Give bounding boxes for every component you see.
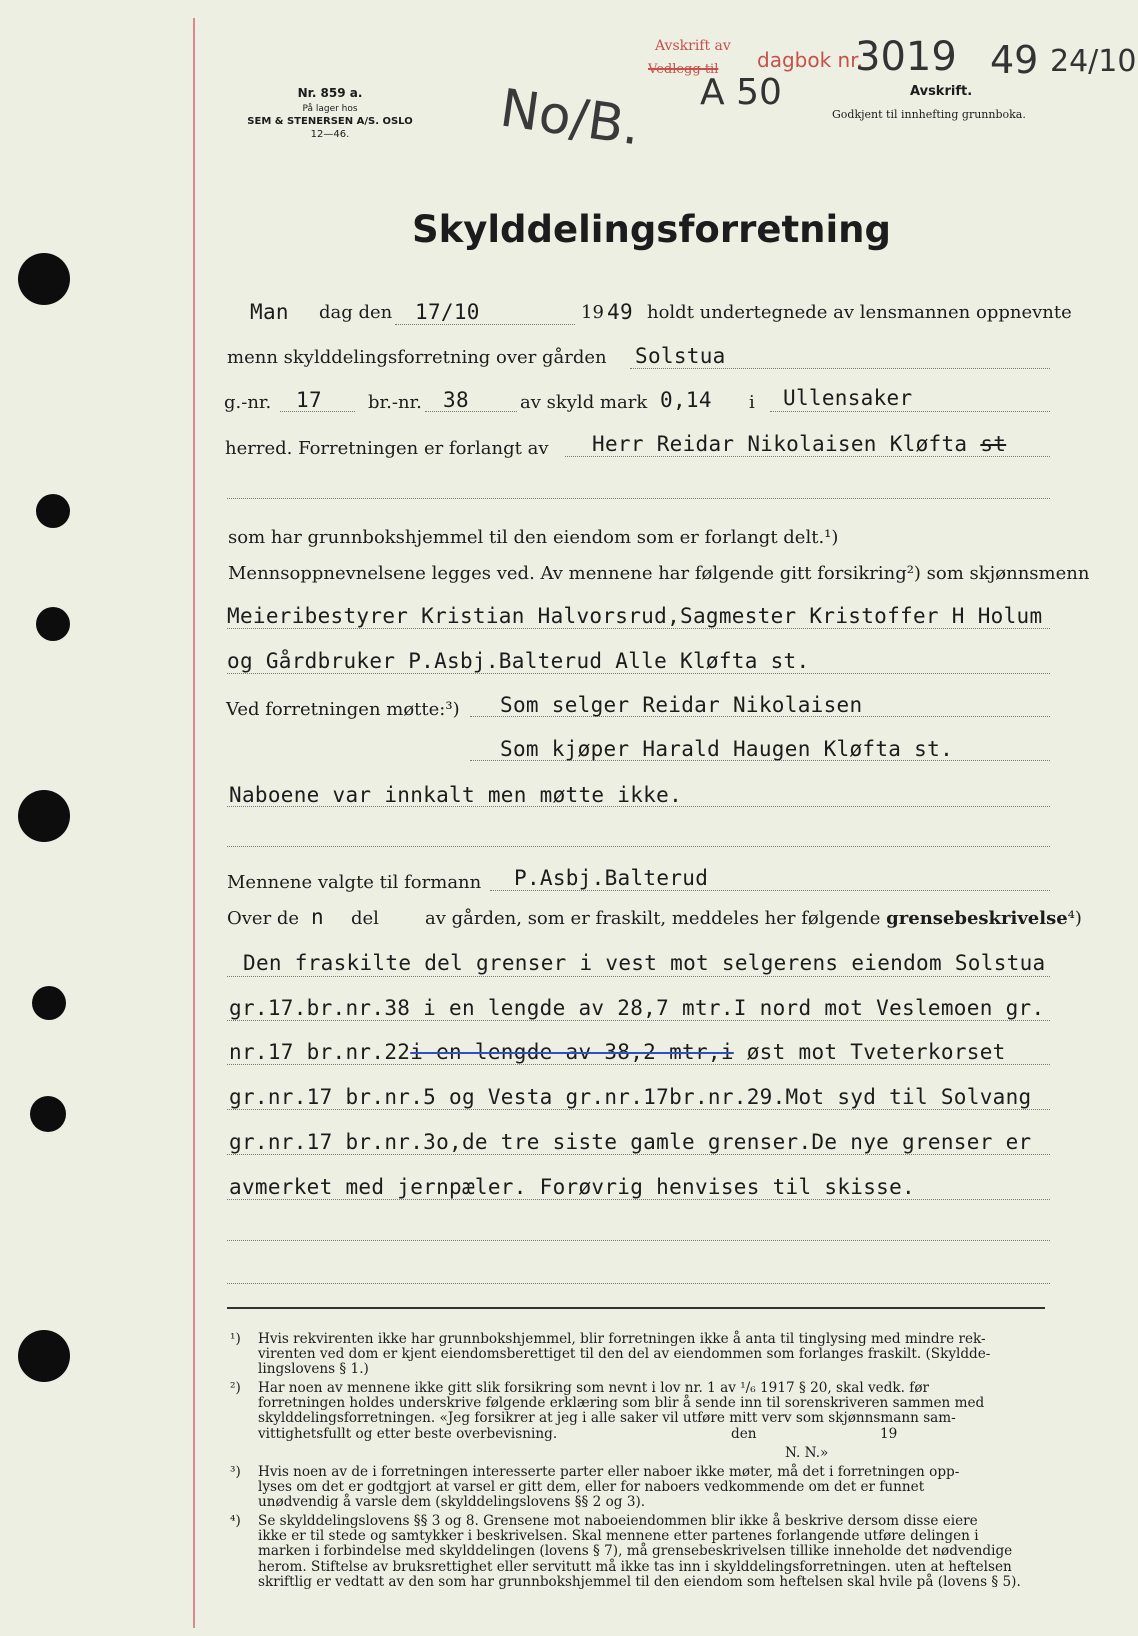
footnote-line: lyses om det er godtgjort at varsel er gitt dem, eller for naboers vedkommende om det er funnet bbox=[258, 1479, 925, 1496]
footnote-line: lingslovens § 1.) bbox=[258, 1361, 369, 1378]
dotted-line bbox=[425, 411, 517, 412]
footnote-2-mark: ²) bbox=[230, 1380, 241, 1396]
description-line-5: gr.nr.17 br.nr.3o,de tre siste gamle grenser.De nye grenser er bbox=[229, 1130, 1032, 1154]
label-av-skyld-mark: av skyld mark bbox=[520, 392, 648, 413]
footnote-line bbox=[258, 1427, 984, 1442]
binder-hole bbox=[32, 986, 66, 1020]
dotted-line bbox=[565, 456, 1050, 457]
binder-hole bbox=[36, 494, 70, 528]
stamp-avskrift-av: Avskrift av bbox=[655, 38, 731, 54]
footnote-line: herom. Stiftelse av bruksrettighet eller servitutt må ikke tas inn i skylddelingsforretningen. uten at heftelsen bbox=[258, 1558, 1012, 1575]
stamp-dagbok-label: dagbok nr. bbox=[757, 48, 863, 72]
footnote-1-mark: ¹) bbox=[230, 1331, 241, 1347]
publisher-name: SEM & STENERSEN A/S. OSLO bbox=[247, 116, 413, 127]
description-line-2: gr.17.br.nr.38 i en lengde av 28,7 mtr.I nord mot Veslemoen gr. bbox=[229, 996, 1045, 1020]
label-gnr: g.-nr. bbox=[224, 392, 272, 413]
skjonnsmenn-line-2: og Gårdbruker P.Asbj.Balterud Alle Kløfta st. bbox=[227, 649, 810, 673]
binder-hole bbox=[30, 1096, 66, 1132]
footnote-2-den: den bbox=[731, 1426, 757, 1442]
footnote-2-year: 19 bbox=[880, 1426, 898, 1442]
dotted-line bbox=[227, 1240, 1050, 1241]
dotted-line bbox=[227, 628, 1050, 629]
grensebeskrivelse-label: grensebeskrivelse bbox=[886, 908, 1068, 929]
footnote-line: Har noen av mennene ikke gitt slik forsikring som nevnt i lov nr. 1 av ¹/₆ 1917 § 20, skal vedk. før bbox=[258, 1380, 930, 1396]
dotted-line bbox=[227, 846, 1050, 847]
description-3b: øst mot Tveterkorset bbox=[746, 1040, 1006, 1064]
label-del: del bbox=[351, 908, 379, 929]
text-herred-forlangt: herred. Forretningen er forlangt av bbox=[225, 438, 549, 459]
godkjent-label: Godkjent til innhefting grunnboka. bbox=[832, 108, 1026, 121]
dagbok-year: 49 bbox=[990, 38, 1039, 82]
dotted-line bbox=[630, 368, 1050, 369]
weekday: Man bbox=[250, 300, 289, 324]
footnote-line: ikke er til stede og samtykker i beskrivelsen. Skal mennene etter partenes forlangende utføre delingen i bbox=[258, 1528, 979, 1545]
description-line-6: avmerket med jernpæler. Forøvrig henvises til skisse. bbox=[229, 1175, 915, 1199]
footnote-line: Se skylddelingslovens §§ 3 og 8. Grensene mot naboeiendommen blir ikke å beskrive dersom disse eiere bbox=[258, 1513, 978, 1529]
text-menn-over-garden: menn skylddelingsforretning over gården bbox=[227, 347, 607, 368]
dotted-line bbox=[490, 890, 1050, 891]
skjonnsmenn-line-1: Meieribestyrer Kristian Halvorsrud,Sagmester Kristoffer H Holum bbox=[227, 604, 1043, 628]
label-over-de: Over de bbox=[227, 908, 300, 929]
farm-name: Solstua bbox=[635, 344, 726, 368]
publisher-line: På lager hos bbox=[302, 104, 358, 114]
dotted-line bbox=[227, 1199, 1050, 1200]
dotted-line bbox=[227, 1064, 1050, 1065]
dotted-line bbox=[770, 411, 1050, 412]
municipality: Ullensaker bbox=[783, 386, 913, 410]
dagbok-number: 3019 bbox=[855, 34, 957, 80]
binder-hole bbox=[18, 790, 70, 842]
dotted-line bbox=[227, 806, 1050, 807]
dotted-line bbox=[227, 1154, 1050, 1155]
footnote-1 bbox=[258, 1332, 990, 1378]
text-mennsoppnevnelse: Mennsoppnevnelsene legges ved. Av mennene har følgende gitt forsikring²) som skjønnsmenn bbox=[228, 563, 1090, 584]
binder-hole bbox=[18, 1330, 70, 1382]
requester bbox=[592, 432, 1006, 456]
margin-line bbox=[193, 18, 195, 1628]
footnote-text: vittighetsfullt og etter beste overbevisning. bbox=[258, 1425, 558, 1442]
description-3a: nr.17 br.nr.22 bbox=[229, 1040, 411, 1064]
footnote-line: unødvendig å varsle dem (skylddelingslovens §§ 2 og 3). bbox=[258, 1494, 646, 1511]
binder-hole bbox=[36, 607, 70, 641]
dotted-line bbox=[227, 673, 1050, 674]
seller: Som selger Reidar Nikolaisen bbox=[500, 693, 863, 717]
document-title: Skylddelingsforretning bbox=[412, 208, 891, 251]
label-brnr: br.-nr. bbox=[368, 392, 422, 413]
footnote-line: virenten ved dom er kjent eiendomsberettiget til den del av eiendommen som forlanges fraskilt. (Skyldde- bbox=[258, 1346, 991, 1363]
footnote-line: marken i forbindelse med skylddelingen (lovens § 7), må grensebeskrivelsen tillike inneholde det nødvendige bbox=[258, 1543, 1013, 1560]
dotted-line bbox=[227, 1109, 1050, 1110]
grense-footnote-ref: ⁴) bbox=[1067, 908, 1082, 929]
footnote-line: skriftlig er vedtatt av den som har grunnbokshjemmel til den eiendom som heftelsen skal hvile på (lovens § 5). bbox=[258, 1573, 1021, 1590]
requester-name: Herr Reidar Nikolaisen Kløfta bbox=[592, 432, 968, 456]
year-prefix: 19 bbox=[581, 302, 604, 323]
date-value: 17/10 bbox=[415, 300, 480, 324]
dotted-line bbox=[227, 976, 1050, 977]
handwritten-ref: A 50 bbox=[700, 72, 782, 113]
requester-struck: st bbox=[980, 432, 1007, 456]
description-struck: i en lengde av 38,2 mtr,i bbox=[410, 1040, 734, 1064]
footnote-3 bbox=[258, 1465, 959, 1511]
binder-hole bbox=[18, 253, 70, 305]
footnote-line: skylddelingsforretningen. «Jeg forsikrer at jeg i alle saker vil utføre mitt verv som skjønnsmann sam- bbox=[258, 1410, 956, 1427]
description-line-4: gr.nr.17 br.nr.5 og Vesta gr.nr.17br.nr.29.Mot syd til Solvang bbox=[229, 1085, 1032, 1109]
label-formann: Mennene valgte til formann bbox=[227, 872, 482, 893]
avskrift-label: Avskrift. bbox=[910, 84, 973, 99]
label-ved-mote: Ved forretningen møtte:³) bbox=[226, 699, 460, 720]
label-i: i bbox=[749, 392, 755, 413]
av-garden-text: av gården, som er fraskilt, meddeles her følgende bbox=[425, 908, 881, 929]
dotted-line bbox=[227, 1020, 1050, 1021]
footnote-4-mark: ⁴) bbox=[230, 1513, 241, 1529]
stamp-struck-text: Vedlegg til bbox=[648, 62, 719, 77]
dagbok-date: 24/10 bbox=[1050, 44, 1137, 79]
over-de-fill: n bbox=[311, 905, 324, 929]
description-line-3 bbox=[229, 1040, 1006, 1064]
label-dag-den: dag den bbox=[319, 302, 393, 323]
footnote-line: Hvis noen av de i forretningen interesserte parter eller naboer ikke møter, må det i forretningen opp- bbox=[258, 1464, 960, 1480]
form-number: Nr. 859 a. bbox=[297, 86, 363, 100]
footnote-line: Hvis rekvirenten ikke har grunnbokshjemmel, blir forretningen ikke å anta til tinglysing med mindre rek- bbox=[258, 1331, 986, 1347]
skyld-value: 0,14 bbox=[660, 388, 712, 412]
footnote-2-nn: N. N.» bbox=[785, 1445, 829, 1461]
formann-name: P.Asbj.Balterud bbox=[514, 866, 709, 890]
dotted-line bbox=[227, 1283, 1050, 1284]
year-suffix: 49 bbox=[607, 300, 633, 324]
text-grunnbok: som har grunnbokshjemmel til den eiendom som er forlangt delt.¹) bbox=[228, 527, 839, 548]
handwritten-mark: No/B. bbox=[496, 78, 644, 158]
naboene-line: Naboene var innkalt men møtte ikke. bbox=[229, 783, 683, 807]
footnote-separator bbox=[227, 1307, 1045, 1309]
footnote-3-mark: ³) bbox=[230, 1464, 241, 1480]
text-holdt: holdt undertegnede av lensmannen oppnevnte bbox=[647, 302, 1072, 323]
dotted-line bbox=[227, 498, 1050, 499]
text-av-garden bbox=[425, 908, 1082, 929]
publisher-date: 12—46. bbox=[310, 129, 350, 140]
footnote-4 bbox=[258, 1514, 1021, 1590]
dotted-line bbox=[395, 324, 575, 325]
buyer: Som kjøper Harald Haugen Kløfta st. bbox=[500, 737, 954, 761]
brnr-value: 38 bbox=[443, 388, 469, 412]
footnote-2 bbox=[258, 1381, 984, 1442]
footnote-line: forretningen holdes underskrive følgende erklæring som blir å sende inn til sorenskriveren sammen med bbox=[258, 1395, 985, 1412]
publisher-block bbox=[240, 86, 420, 140]
description-line-1: Den fraskilte del grenser i vest mot selgerens eiendom Solstua bbox=[243, 951, 1046, 975]
gnr-value: 17 bbox=[296, 388, 322, 412]
